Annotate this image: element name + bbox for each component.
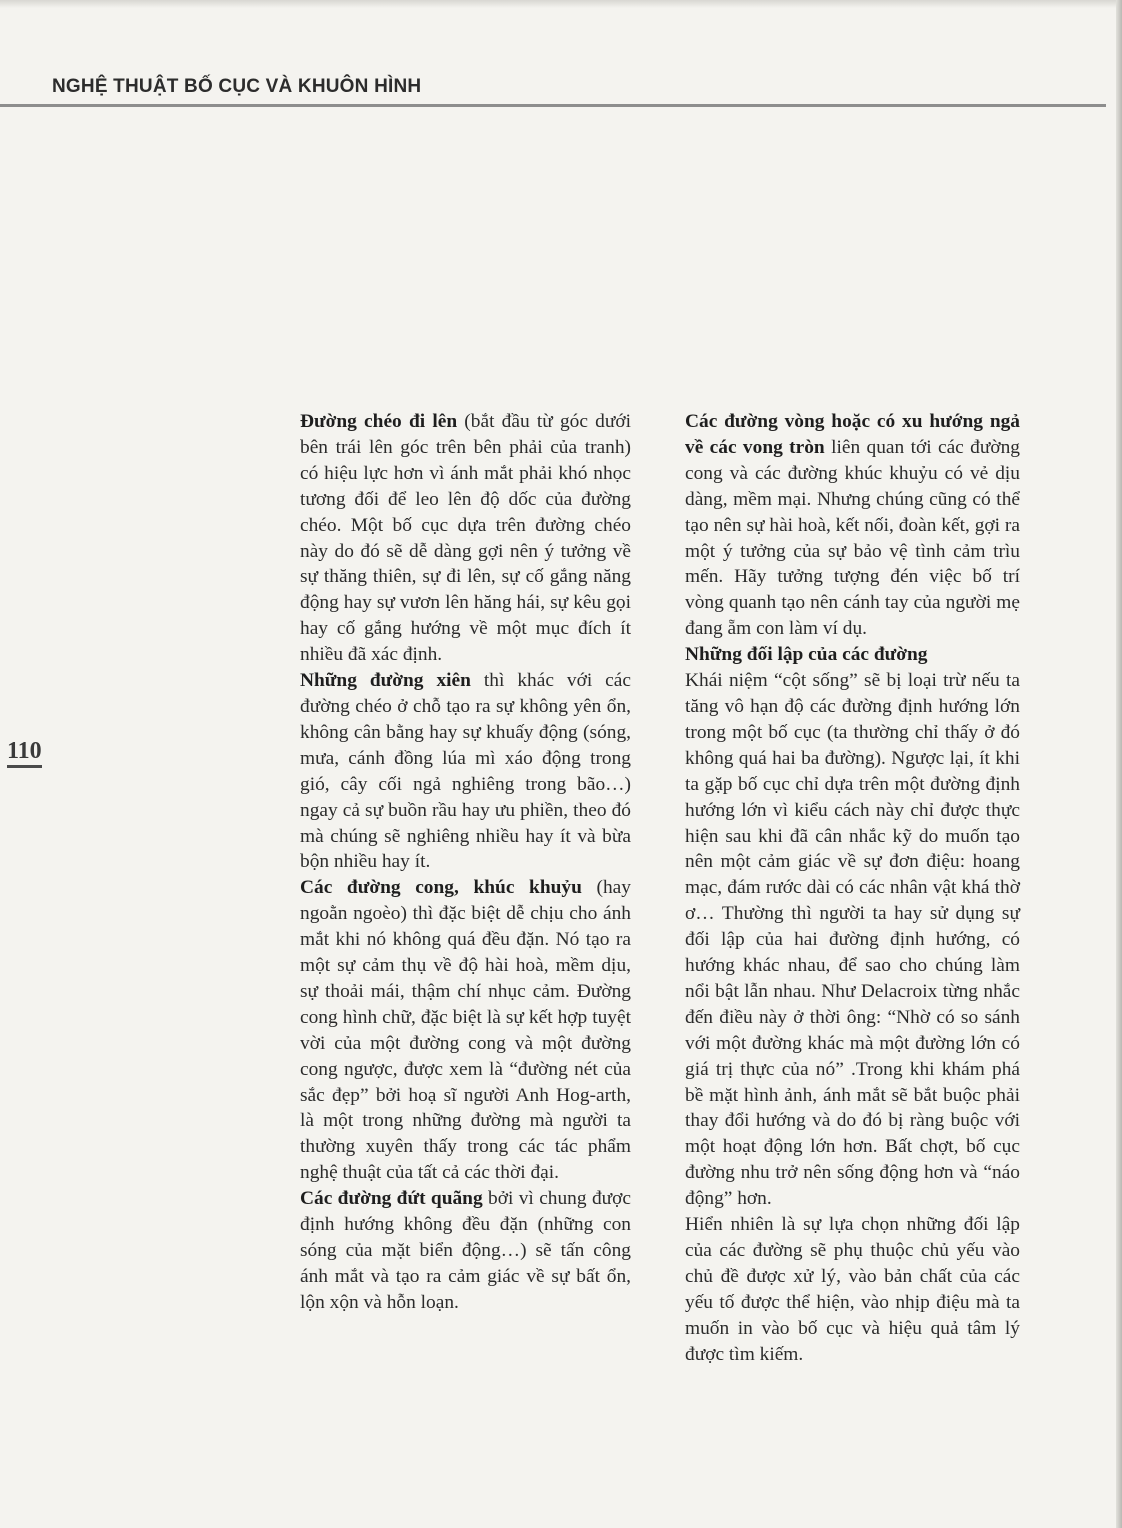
paragraph-text: liên quan tới các đường cong và các đường khúc khuỷu có vẻ dịu dàng, mềm mại. Nhưng chúng cũng có thể tạo nên sự hài hoà, kết nối, đoàn kết, gợi ra một ý tưởng của sự bảo vệ tình cảm trìu mến. Hãy tưởng tượng đén việc bố trí vòng quanh tạo nên cánh tay của người mẹ đang ẵm con làm ví dụ. xyxy=(685,436,1020,640)
right-text-column xyxy=(685,409,1020,1368)
paragraph-broken-lines xyxy=(300,1186,631,1316)
paragraph-conclusion: Hiển nhiên là sự lựa chọn những đối lập của các đường sẽ phụ thuộc chủ yếu vào chủ đề được xử lý, vào bản chất của các yếu tố được thể hiện, vào nhịp điệu mà ta muốn in vào bố cục và hiệu quả tâm lý được tìm kiếm. xyxy=(685,1214,1020,1365)
term-oblique-lines: Những đường xiên xyxy=(300,670,471,692)
paragraph-text: (hay ngoằn ngoèo) thì đặc biệt dễ chịu cho ánh mắt khi nó không quá đều đặn. Nó tạo ra một sự cảm thụ về độ hài hoà, mềm dịu, sự thoải mái, thậm chí nhục cảm. Đường cong hình chữ, đặc biệt là sự kết hợp tuyệt vời của một đường cong và một đường cong ngược, được xem là “đường nét của sắc đẹp” bởi hoạ sĩ người Anh Hog-arth, là một trong những đường mà người ta thường xuyên thấy trong các tác phẩm nghệ thuật của tất cả các thời đại. xyxy=(300,877,631,1184)
running-header: NGHỆ THUẬT BỐ CỤC VÀ KHUÔN HÌNH xyxy=(52,76,422,97)
term-curved-lines: Các đường cong, khúc khuỷu xyxy=(300,877,582,899)
page-number: 110 xyxy=(7,738,42,768)
paragraph-rising-diagonal xyxy=(300,409,631,668)
paragraph-text: bởi vì chung được định hướng không đều đặn (những con sóng của mặt biển động…) sẽ tấn công ánh mắt và tạo ra cảm giác về sự bất ổn, lộn xộn và hỗn loạn. xyxy=(300,1188,632,1313)
page-right-edge xyxy=(1116,0,1122,1528)
left-text-column xyxy=(300,409,631,1316)
paragraph-text: (bắt đầu từ góc dưới bên trái lên góc trên bên phải của tranh) có hiệu lực hơn vì ánh mắt phải khó nhọc tương đối để leo lên độ dốc của đường chéo. Một bố cục dựa trên đường chéo này do đó sẽ dễ dàng gợi nên ý tưởng về sự thăng thiên, sự đi lên, sự cố gắng năng động hay sự vươn lên hăng hái, sự kêu gọi hay cố gắng hướng về một mục đích ít nhiều đã xác định. xyxy=(300,411,631,666)
page-top-edge xyxy=(0,0,1122,8)
term-circular-lines: Các đường vòng hoặc có xu hướng ngả về các vong tròn xyxy=(685,411,1020,458)
paragraph-circular-lines xyxy=(685,409,1020,642)
header-rule xyxy=(0,104,1106,107)
paragraph-oblique-lines xyxy=(300,668,631,875)
paragraph-text: thì khác với các đường chéo ở chỗ tạo ra sự không yên ổn, không cân bằng hay sự khuấy động (sóng, mưa, cánh đồng lúa mì xáo động trong gió, cây cối ngả nghiêng trong bão…) ngay cả sự buồn rầu hay ưu phiền, theo đó mà chúng sẽ nghiêng nhiều hay ít và bừa bộn nhiều hay ít. xyxy=(300,670,631,873)
term-broken-lines: Các đường đứt quãng xyxy=(300,1188,483,1210)
section-heading: Những đối lập của các đường xyxy=(685,644,928,666)
term-rising-diagonal: Đường chéo đi lên xyxy=(300,411,458,432)
paragraph-line-oppositions: Khái niệm “cột sống” sẽ bị loại trừ nếu ta tăng vô hạn độ các đường định hướng lớn trong một bố cục (ta thường chỉ thấy ở đó không quá hai ba đường). Ngược lại, ít khi ta gặp bố cục chỉ dựa trên một đường định hướng lớn vì kiểu cách này chỉ được thực hiện sau khi đã cân nhắc kỹ do muốn tạo nên một cảm giác về sự đơn điệu: hoang mạc, đám rước dài có các nhân vật khá thờ ơ… Thường thì người ta hay sử dụng sự đối lập của hai đường định hướng, có hướng khác nhau, để sao cho chúng làm nổi bật lẫn nhau. Như Delacroix từng nhắc đến điều này ở thời ông: “Nhờ có so sánh với một đường khác mà một đường lớn có giá trị thực của nó” .Trong khi khám phá bề mặt hình ảnh, ánh mắt sẽ bắt buộc phải thay đổi hướng và do đó bị ràng buộc với một hoạt động lớn hơn. Bất chợt, bố cục đường nhu trở nên sống động hơn và “náo động” hơn. xyxy=(685,670,1020,1210)
paragraph-curved-lines xyxy=(300,875,631,1186)
